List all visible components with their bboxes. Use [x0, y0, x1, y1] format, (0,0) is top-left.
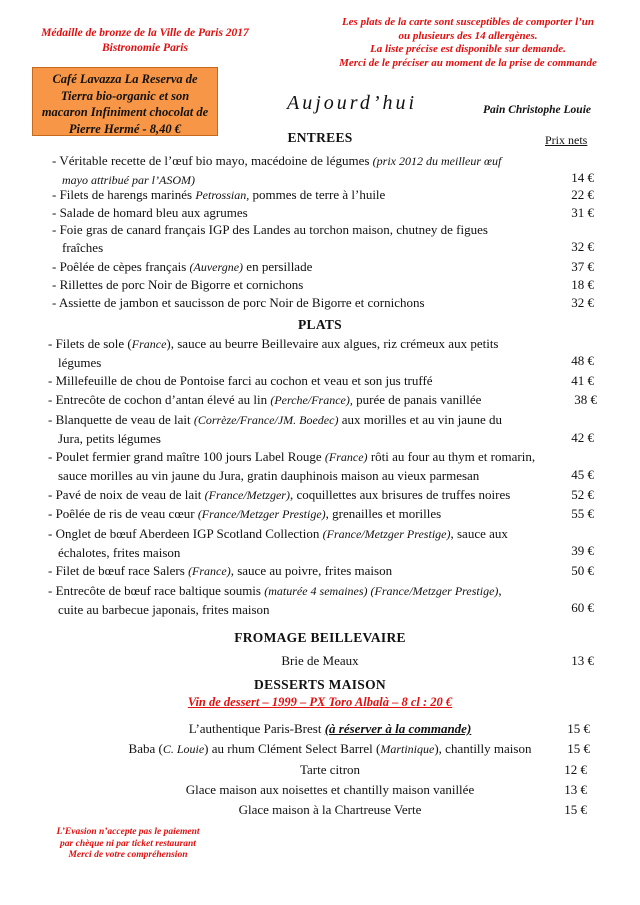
- item-price: 12 €: [564, 762, 587, 777]
- item-text: - Onglet de bœuf Aberdeen IGP Scotland Collection: [48, 526, 323, 541]
- item-price: 41 €: [571, 373, 594, 388]
- coffee-offer-box: [32, 67, 218, 136]
- item-text: fraîches: [62, 239, 104, 255]
- item-price: 52 €: [571, 487, 594, 502]
- item-price: 15 €: [567, 741, 590, 756]
- item-text: cuite au barbecue japonais, frites maison: [58, 601, 270, 617]
- item-price: 13 €: [571, 653, 594, 668]
- item-price: 39 €: [571, 543, 594, 558]
- menu-item: [48, 391, 553, 410]
- item-price: 60 €: [571, 600, 594, 615]
- item-text: ,: [498, 583, 502, 598]
- award-text: [0, 26, 290, 56]
- item-text: - Pavé de noix de veau de lait: [48, 487, 205, 502]
- menu-item: [48, 335, 553, 371]
- item-text: - Filets de harengs marinés: [52, 187, 196, 202]
- item-origin: (Corrèze/France/JM. Boedec): [193, 413, 339, 427]
- item-text: - Poêlée de cèpes français: [52, 259, 190, 274]
- menu-item: [48, 505, 553, 524]
- prix-nets-label: Prix nets: [545, 133, 588, 147]
- dessert-item: Glace maison aux noisettes et chantilly maison vanillée: [185, 782, 475, 797]
- item-text: purée de panais vanillée: [352, 392, 482, 407]
- menu-item: [52, 258, 557, 277]
- item-text: rôti au four au thym et romarin,: [367, 449, 536, 464]
- item-text: - Blanquette de veau de lait: [48, 412, 194, 427]
- item-price: 22 €: [571, 187, 594, 202]
- payment-notice: [28, 827, 228, 862]
- item-text: , coquillettes aux brisures de truffes noires: [289, 487, 511, 502]
- menu-item: [48, 582, 553, 618]
- section-desserts: DESSERTS MAISON: [254, 677, 386, 692]
- section-plats: PLATS: [297, 317, 342, 332]
- item-text: - Poêlée de ris de veau cœur: [48, 506, 198, 521]
- menu-item: [48, 411, 553, 447]
- allergen-line: La liste précise est disponible sur demande.: [370, 43, 566, 55]
- item-origin: (Auvergne): [189, 260, 244, 274]
- notice-line: L’Evasion n’accepte pas le paiement: [56, 827, 200, 837]
- item-price: 37 €: [571, 259, 594, 274]
- item-price: 14 €: [571, 170, 594, 185]
- item-origin: France: [131, 337, 167, 351]
- item-text: Jura, petits légumes: [58, 430, 161, 446]
- menu-item: [52, 152, 557, 189]
- section-fromage: FROMAGE BEILLEVAIRE: [234, 630, 406, 645]
- item-price: 50 €: [571, 563, 594, 578]
- notice-line: Merci de votre compréhension: [68, 850, 188, 860]
- item-text: - Filet de bœuf race Salers: [48, 563, 189, 578]
- coffee-line: macaron Infiniment chocolat de: [41, 105, 209, 119]
- item-text: - Foie gras de canard français IGP des Landes au torchon maison, chutney de figues: [52, 222, 488, 237]
- menu-item: [48, 562, 553, 581]
- allergen-line: Les plats de la carte sont susceptibles de comporter l’un: [341, 16, 595, 28]
- item-text: ), chantilly maison: [434, 741, 532, 756]
- allergen-notice: [308, 16, 628, 70]
- item-text: - Poulet fermier grand maître 100 jours Label Rouge: [48, 449, 325, 464]
- item-text: Baba (: [128, 741, 163, 756]
- item-text: légumes: [58, 354, 102, 370]
- item-text: - Entrecôte de bœuf race baltique soumis: [48, 583, 265, 598]
- item-text: en persillade: [243, 259, 313, 274]
- menu-item: [48, 486, 553, 505]
- item-origin: C. Louie: [162, 742, 205, 756]
- coffee-line: Pierre Hermé - 8,40 €: [68, 121, 182, 136]
- menu-item: [48, 372, 553, 390]
- item-origin: (France): [188, 564, 231, 578]
- dessert-item: [80, 740, 580, 758]
- section-entrees: ENTREES: [287, 130, 353, 145]
- item-text: aux morilles et au vin jaune du: [338, 412, 502, 427]
- item-text: - Filets de sole (: [48, 336, 132, 351]
- item-origin: mayo attribué par l’ASOM): [62, 172, 195, 187]
- coffee-line: Café Lavazza La Reserva de: [52, 72, 198, 86]
- item-text: - Salade de homard bleu aux agrumes: [52, 205, 248, 220]
- page-title: Aujourd’hui: [287, 92, 418, 114]
- menu-item: [48, 525, 553, 561]
- dessert-item: [100, 720, 560, 737]
- menu-item: [52, 294, 557, 312]
- item-text: échalotes, frites maison: [58, 544, 181, 560]
- menu-item: [52, 221, 557, 256]
- item-text: - Entrecôte de cochon d’antan élevé au lin: [48, 392, 271, 407]
- item-origin: (Perche/France),: [270, 393, 353, 407]
- item-price: 45 €: [571, 467, 594, 482]
- item-origin: (France/Metzger): [204, 488, 290, 502]
- item-origin: (prix 2012 du meilleur œuf: [372, 154, 502, 168]
- item-origin: (France/Metzger Prestige): [197, 507, 326, 521]
- item-price: 15 €: [564, 802, 587, 817]
- item-text: , sauce aux: [450, 526, 508, 541]
- item-origin: Martinique: [380, 742, 435, 756]
- award-line: Médaille de bronze de la Ville de Paris 2017: [41, 27, 249, 39]
- item-note: (à réserver à la commande): [324, 721, 472, 736]
- item-origin: Petrossian,: [195, 188, 250, 202]
- allergen-line: ou plusieurs des 14 allergènes.: [398, 29, 538, 42]
- menu-item: [52, 186, 557, 205]
- item-origin: (maturée 4 semaines) (France/Metzger Prestige): [264, 584, 499, 598]
- item-price: 48 €: [571, 353, 594, 368]
- menu-item: [52, 276, 557, 294]
- item-price: 18 €: [571, 277, 594, 292]
- item-text: - Assiette de jambon et saucisson de porc Noir de Bigorre et cornichons: [52, 295, 425, 310]
- item-text: L’authentique Paris-Brest: [188, 721, 325, 736]
- item-text: ), sauce au beurre Beillevaire aux algues, riz crémeux aux petits: [166, 336, 499, 351]
- dessert-item: Tarte citron: [299, 762, 361, 777]
- cheese-item: Brie de Meaux: [281, 653, 359, 668]
- coffee-line: Tierra bio-organic et son: [60, 88, 190, 103]
- item-text: sauce morilles au vin jaune du Jura, gratin dauphinois maison au vieux parmesan: [58, 467, 480, 483]
- menu-item: [52, 204, 557, 222]
- item-text: - Millefeuille de chou de Pontoise farci au cochon et veau et son jus truffé: [48, 373, 433, 388]
- item-text: pommes de terre à l’huile: [249, 187, 386, 202]
- dessert-wine: Vin de dessert – 1999 – PX Toro Albalà – 8 cl : 20 €: [187, 695, 453, 709]
- item-origin: (France): [324, 450, 368, 464]
- allergen-line: Merci de le préciser au moment de la prise de commande: [339, 56, 597, 69]
- item-price: 32 €: [571, 295, 594, 310]
- item-text: - Véritable recette de l’œuf bio mayo, macédoine de légumes: [52, 153, 373, 168]
- award-line: Bistronomie Paris: [102, 42, 188, 54]
- item-text: ) au rhum Clément Select Barrel (: [204, 741, 381, 756]
- item-price: 31 €: [571, 205, 594, 220]
- bread-supplier: Pain Christophe Louie: [483, 104, 591, 116]
- item-price: 38 €: [574, 392, 597, 407]
- item-text: , sauce au poivre, frites maison: [230, 563, 393, 578]
- notice-line: par chèque ni par ticket restaurant: [60, 838, 196, 849]
- item-origin: (France/Metzger Prestige): [322, 527, 451, 541]
- item-price: 13 €: [564, 782, 587, 797]
- item-price: 55 €: [571, 506, 594, 521]
- item-text: - Rillettes de porc Noir de Bigorre et cornichons: [52, 277, 304, 292]
- dessert-item: Glace maison à la Chartreuse Verte: [238, 802, 422, 817]
- item-price: 42 €: [571, 430, 594, 445]
- item-text: , grenailles et morilles: [325, 506, 442, 521]
- item-price: 15 €: [567, 721, 590, 736]
- item-price: 32 €: [571, 239, 594, 254]
